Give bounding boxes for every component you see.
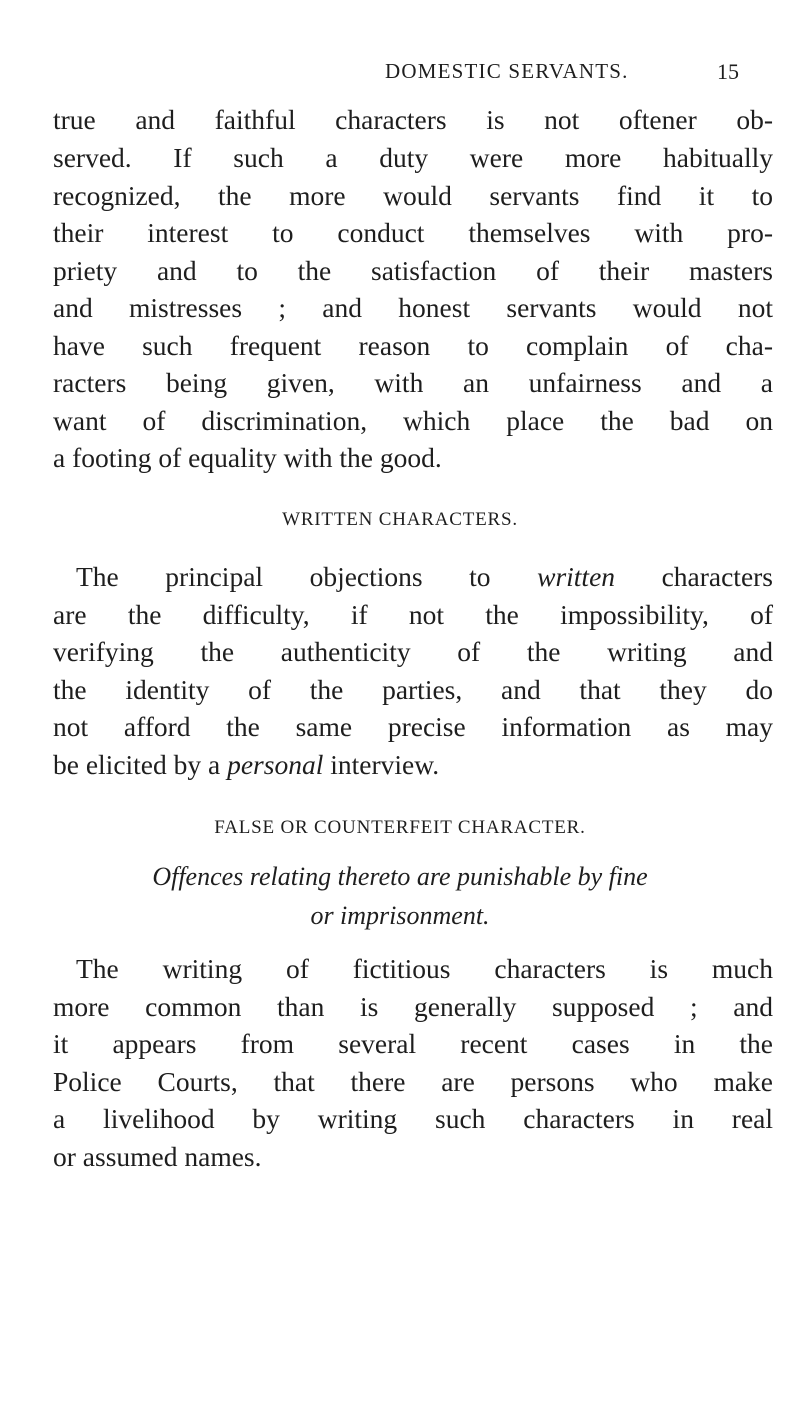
text-line: The writing of fictitious characters is much [76,953,773,984]
text-line: it appears from several recent cases in the [53,1028,773,1059]
text-line: and mistresses ; and honest servants would not [53,292,773,323]
text-line: or assumed names. [53,1141,262,1172]
text-line: the identity of the parties, and that they do [53,674,773,705]
text-line: a livelihood by writing such characters in real [53,1103,773,1134]
italic-emphasis: personal [227,749,324,780]
text-line: priety and to the satisfaction of their masters [53,255,773,286]
text-line: want of discrimination, which place the bad on [53,405,773,436]
section-heading-written-characters: WRITTEN CHARACTERS. [282,509,518,530]
text-line: Police Courts, that there are persons who make [53,1066,773,1097]
text-line: a footing of equality with the good. [53,442,442,473]
text-line: verifying the authenticity of the writing and [53,636,773,667]
text-line: racters being given, with an unfairness and a [53,367,773,398]
text-line: The principal objections to written characters [76,561,774,592]
text-line: be elicited by a personal interview. [53,749,440,780]
section-subheading-line: or imprisonment. [310,901,490,930]
text-line: served. If such a duty were more habitually [53,142,773,173]
running-head-title: DOMESTIC SERVANTS. [385,59,629,83]
text-line: are the difficulty, if not the impossibility, of [53,599,773,630]
section-heading-false-character: FALSE OR COUNTERFEIT CHARACTER. [214,817,586,838]
running-head [60,59,760,91]
page-number: 15 [717,59,739,84]
italic-emphasis: written [537,561,616,592]
text-line: true and faithful characters is not oftener ob- [53,104,773,135]
text-line: have such frequent reason to complain of cha- [53,330,773,361]
section-subheading-line: Offences relating thereto are punishable by fine [152,862,648,891]
text-line: not afford the same precise information as may [53,711,773,742]
text-line: recognized, the more would servants find it to [53,180,773,211]
text-line: more common than is generally supposed ; and [53,991,773,1022]
text-line: their interest to conduct themselves with pro- [53,217,773,248]
